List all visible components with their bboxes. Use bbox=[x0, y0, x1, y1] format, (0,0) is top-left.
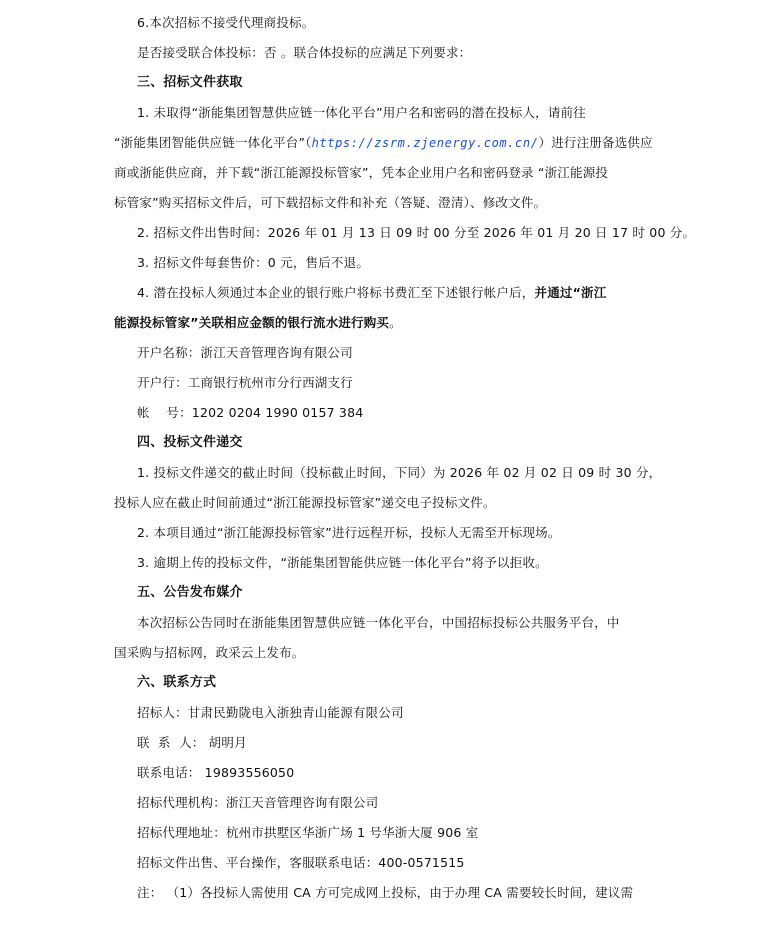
contact-service-phone: 招标文件出售、平台操作，客服联系电话：400-0571515 bbox=[137, 855, 465, 870]
account-name: 开户名称：浙江天音管理咨询有限公司 bbox=[137, 345, 353, 360]
obtain-docs-item-2: 2. 招标文件出售时间：2026 年 01 月 13 日 09 时 00 分至 2026 年 01 月 20 日 17 时 00 分。 bbox=[137, 225, 696, 240]
submit-item-1: 1. 投标文件递交的截止时间（投标截止时间，下同）为 2026 年 02 月 02 日 09 时 30 分， bbox=[137, 465, 662, 480]
media-text: 本次招标公告同时在浙能集团智慧供应链一体化平台，中国招标投标公共服务平台，中 bbox=[137, 615, 620, 630]
submit-item-3: 3. 逾期上传的投标文件，“浙能集团智能供应链一体化平台”将予以拒收。 bbox=[137, 555, 548, 570]
obtain-docs-item-1-cont3: 标管家”购买招标文件后，可下载招标文件和补充（答疑、澄清）、修改文件。 bbox=[114, 195, 547, 210]
section-heading-submit: 四、投标文件递交 bbox=[137, 435, 243, 450]
contact-phone: 联系电话： 19893556050 bbox=[137, 765, 295, 780]
contact-agency-address: 招标代理地址：杭州市拱墅区华浙广场 1 号华浙大厦 906 室 bbox=[137, 825, 479, 840]
section-heading-obtain-docs: 三、招标文件获取 bbox=[137, 75, 243, 90]
platform-link[interactable]: https://zsrm.zjenergy.com.cn/ bbox=[311, 136, 539, 150]
section-heading-media: 五、公告发布媒介 bbox=[137, 585, 243, 600]
account-number: 帐 号：1202 0204 1990 0157 384 bbox=[137, 405, 364, 420]
account-bank: 开户行：工商银行杭州市分行西湖支行 bbox=[137, 375, 353, 390]
platform-name-text: “浙能集团智能供应链一体化平台”（ bbox=[114, 135, 312, 150]
obtain-docs-item-4-cont bbox=[0, 314, 758, 332]
obtain-docs-item-4 bbox=[0, 284, 758, 302]
obtain-docs-item-3: 3. 招标文件每套售价：0 元，售后不退。 bbox=[137, 255, 370, 270]
obtain-docs-item-1: 1. 未取得“浙能集团智慧供应链一体化平台”用户名和密码的潜在投标人，请前往 bbox=[137, 105, 586, 120]
clause-no-agent-bids: 6.本次招标不接受代理商投标。 bbox=[137, 15, 315, 30]
media-text-cont: 国采购与招标网，政采云上发布。 bbox=[114, 645, 305, 660]
payment-emphasis-cont: 能源投标管家”关联相应金额的银行流水进行购买 bbox=[114, 315, 390, 330]
note-ca: 注： （1）各投标人需使用 CA 方可完成网上投标，由于办理 CA 需要较长时间，建议需 bbox=[137, 885, 634, 900]
obtain-docs-item-1-cont bbox=[0, 134, 758, 152]
contact-tenderer: 招标人：甘肃民勤陇电入浙独青山能源有限公司 bbox=[137, 705, 404, 720]
submit-item-2: 2. 本项目通过“浙江能源投标管家”进行远程开标，投标人无需至开标现场。 bbox=[137, 525, 561, 540]
payment-emphasis: 并通过“浙江 bbox=[534, 285, 607, 300]
payment-instruction: 4. 潜在投标人须通过本企业的银行账户将标书费汇至下述银行帐户后， bbox=[137, 285, 535, 300]
clause-joint-bid: 是否接受联合体投标：否 。联合体投标的应满足下列要求： bbox=[137, 45, 472, 60]
payment-end: 。 bbox=[389, 315, 402, 330]
contact-agency: 招标代理机构：浙江天音管理咨询有限公司 bbox=[137, 795, 379, 810]
section-heading-contact: 六、联系方式 bbox=[137, 675, 217, 690]
contact-person: 联 系 人： 胡明月 bbox=[137, 735, 247, 750]
obtain-docs-item-1-cont2: 商或浙能供应商，并下载“浙江能源投标管家”，凭本企业用户名和密码登录 “浙江能源投 bbox=[114, 165, 609, 180]
register-text: ）进行注册备选供应 bbox=[538, 135, 653, 150]
submit-item-1-cont: 投标人应在截止时间前通过“浙江能源投标管家”递交电子投标文件。 bbox=[114, 495, 496, 510]
